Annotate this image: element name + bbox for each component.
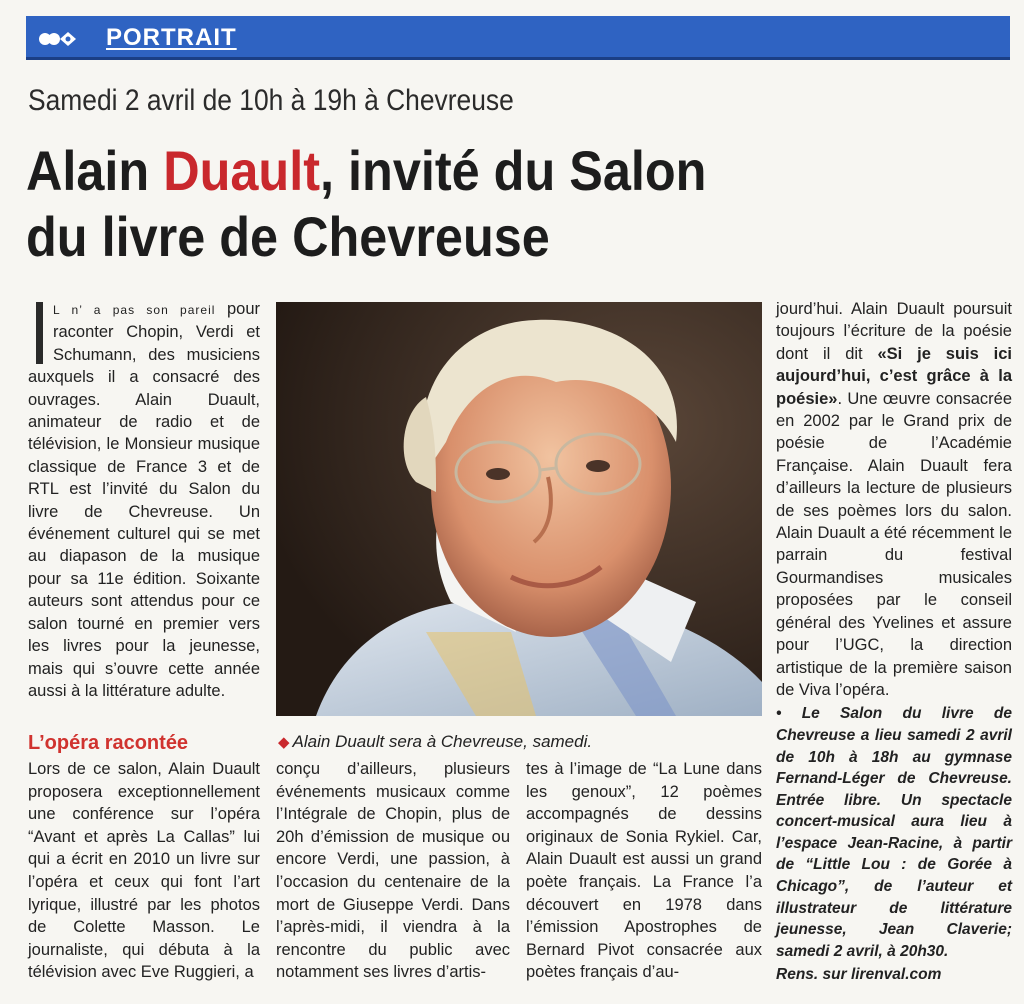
right-paragraph (776, 298, 1012, 701)
event-info: • Le Salon du livre de Chevreuse a lieu samedi 2 avril de 10h à 18h au gymnase Fernand-Léger de Chevreuse. Entrée libre. Un spectacle concert-musical aura lieu à l’espace Jean-Racine, à partir de “Little Lou : de Gorée à Chicago”, de l’auteur et illustrateur de littérature jeunesse, Jean Claverie; samedi 2 avril, à 20h30. (776, 705, 1012, 960)
bottom-column-2: conçu d’ailleurs, plusieurs événements musicaux comme l’Intégrale de Chopin, plus de 20h d’émission de musique ou encore Verdi, une passion, à l’occasion du centenaire de la mort de Giuseppe Verdi. Dans l’après-midi, il viendra à la rencontre du public avec notamment ses livres d’artis- (276, 760, 510, 982)
section-banner (26, 16, 1010, 60)
section-logo-icon (38, 29, 78, 49)
subheading: L’opéra racontée (28, 732, 189, 754)
section-label: PORTRAIT (106, 24, 237, 51)
lead-text: pour raconter Chopin, Verdi et Schumann, des musiciens auxquels il a consacré des ouvrages. Alain Duault, animateur de radio et de télévision, le Monsieur musique classique de France 3 et de RTL est l’invité du Salon du livre de Chevreuse. Un événement culturel qui se met au diapason de la musique pour sa 11e édition. Soixante auteurs sont attendus pour ce salon tourné en premier vers les livres pour la jeunesse, mais qui s’ouvre cette année aussi à la littérature adulte. (28, 300, 261, 700)
headline-rest: , invité du Salon (320, 139, 707, 202)
bottom-column-1: Lors de ce salon, Alain Duault proposera exceptionnellement une conférence sur l’opéra “Avant et après La Callas” lui qui a écrit en 2010 un livre sur l’opéra et ceux qui font l’art lyrique, illustré par les photos de Colette Masson. Le journaliste, qui débuta à la télévision avec Eve Ruggieri, a (28, 760, 260, 982)
lead-paragraph (28, 298, 260, 702)
headline (26, 138, 917, 270)
lead-column (28, 298, 260, 702)
right-text-a: jourd’hui. Alain Duault poursuit toujours l’écriture de la poésie dont il dit (776, 300, 1012, 363)
portrait-photo (276, 302, 762, 716)
portrait-illustration (276, 302, 762, 716)
right-text-b: . Une œuvre consacrée en 2002 par le Grand prix de poésie de l’Académie Française. Alain Duault fera d’ailleurs la lecture de plusieurs de ses poèmes lors du salon. Alain Duault a été récemment le parrain du festival Gourmandises musicales proposées par le conseil général des Yvelines et assure pour l’UGC, la direction artistique de la première saison de Viva l’opéra. (776, 389, 1012, 699)
dropcap (36, 302, 43, 364)
bottom-column-3: tes à l’image de “La Lune dans les genoux”, 12 poèmes accompagnés de dessins originaux de Sonia Rykiel. Car, Alain Duault est aussi un grand poète français. La France l’a découvert en 1978 dans l’émission Apostrophes de Bernard Pivot consacrée aux poètes français d’au- (526, 760, 762, 982)
lead-smallcaps: L n’ a pas son pareil (53, 303, 216, 317)
headline-name: Duault (163, 139, 321, 202)
headline-pre: Alain (26, 139, 164, 202)
right-column (776, 298, 1012, 986)
diamond-bullet-icon: ◆ (278, 734, 290, 751)
kicker: Samedi 2 avril de 10h à 19h à Chevreuse (28, 84, 514, 117)
event-contact: Rens. sur lirenval.com (776, 966, 942, 984)
caption-text: Alain Duault sera à Chevreuse, samedi. (292, 732, 593, 751)
headline-line2: du livre de Chevreuse (26, 205, 550, 268)
poetry-quote: «Si je suis ici aujourd’hui, c’est grâce à la poésie» (776, 344, 1013, 408)
photo-caption (278, 732, 592, 752)
